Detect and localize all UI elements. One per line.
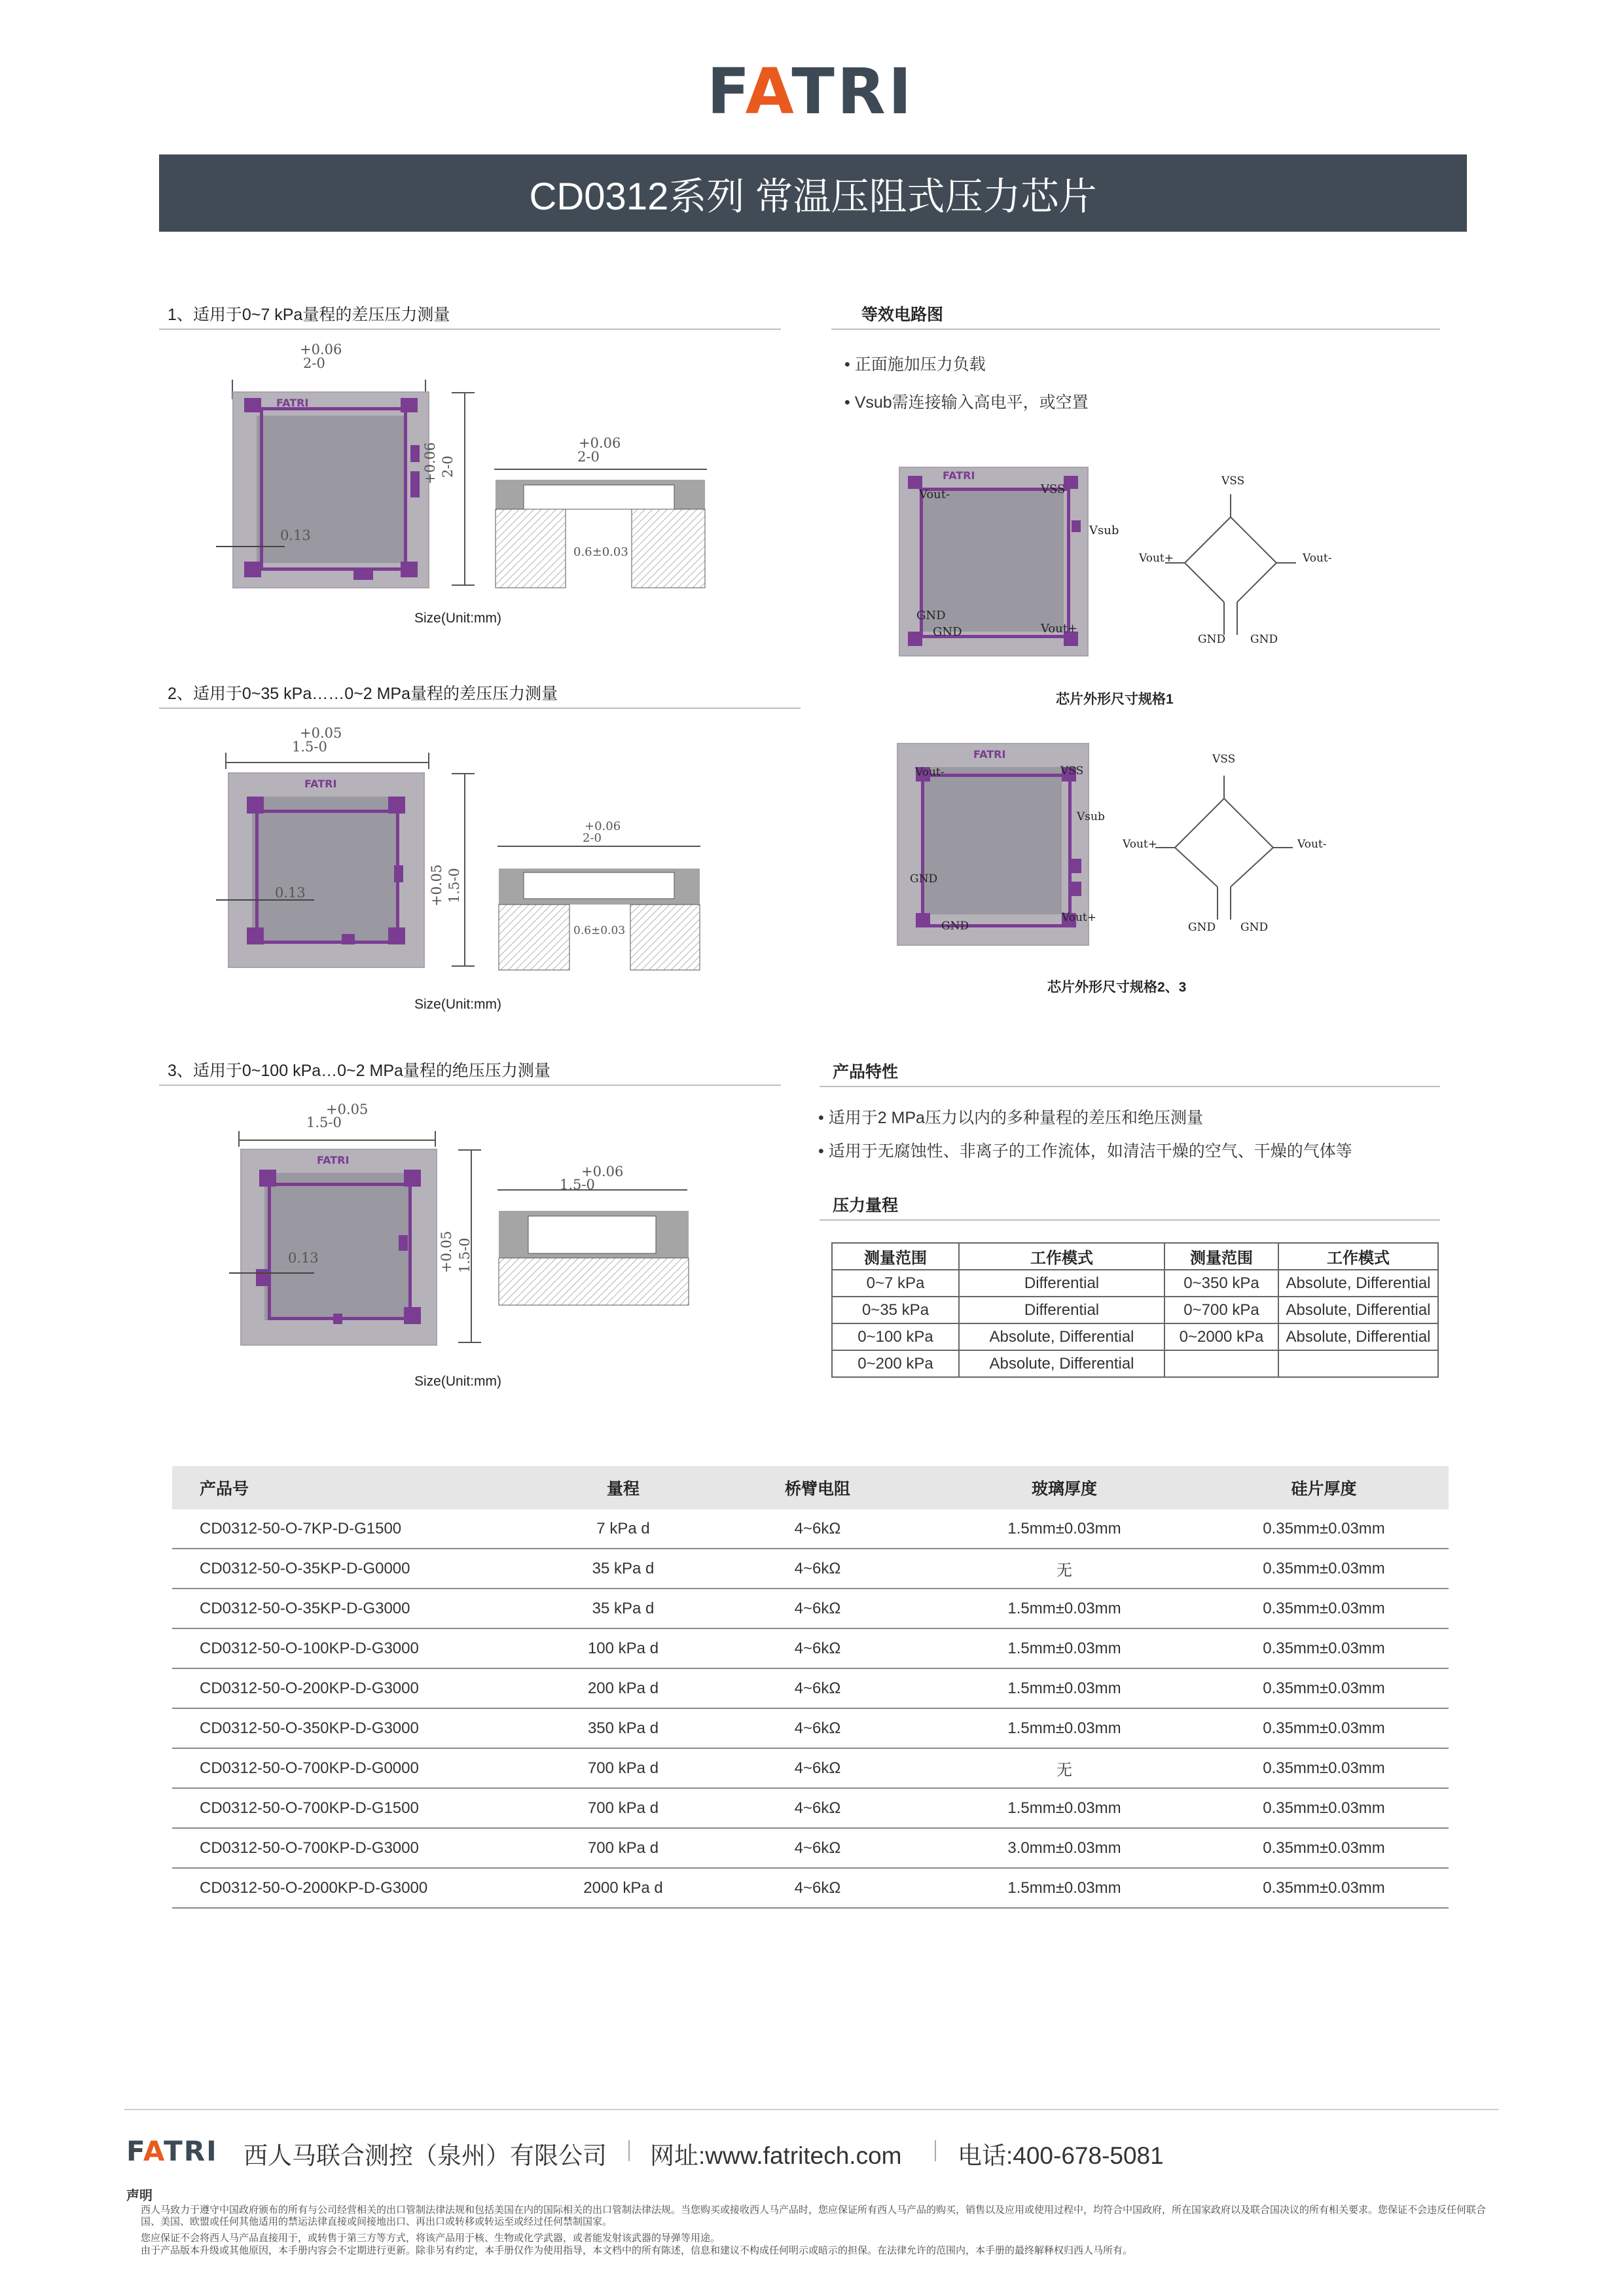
section1-caption: Size(Unit:mm) — [414, 611, 502, 626]
table-row — [172, 1628, 1449, 1668]
bridge1-vout-plus-label: Vout+ — [1139, 552, 1174, 565]
table-row — [172, 1748, 1449, 1788]
chip1-vout-plus-label: Vout+ — [1041, 622, 1078, 636]
pressure-range-title: 压力量程 — [833, 1196, 899, 1215]
section3-lead-arrow — [229, 1266, 321, 1280]
features-title: 产品特性 — [833, 1063, 899, 1081]
range-header: 测量范围 — [832, 1243, 959, 1270]
table-cell: 100 kPa d — [541, 1628, 706, 1668]
circuit-title: 等效电路图 — [861, 306, 944, 324]
col-header-model: 产品号 — [172, 1466, 541, 1509]
table-cell: 4~6kΩ — [706, 1628, 929, 1668]
table-cell: CD0312-50-O-35KP-D-G0000 — [172, 1549, 541, 1589]
table-cell: 0.35mm±0.03mm — [1199, 1748, 1449, 1788]
table-cell: 0.35mm±0.03mm — [1199, 1828, 1449, 1868]
section2-chip — [228, 772, 425, 968]
section2-cs-dim: 2-0 — [583, 831, 602, 845]
section1-top-tol: +0.06 — [300, 342, 342, 357]
section2-cross-section — [488, 835, 710, 979]
table-row — [172, 1788, 1449, 1828]
section2-lead-dim: 0.13 — [275, 885, 306, 901]
footer-divider — [124, 2109, 1499, 2110]
table-cell: 1.5mm±0.03mm — [929, 1868, 1199, 1908]
section1-side-dim: 2-0 — [440, 456, 456, 478]
table-cell: Absolute, Differential — [959, 1350, 1164, 1377]
section3-title: 3、适用于0~100 kPa…0~2 MPa量程的绝压压力测量 — [168, 1062, 550, 1080]
table-row — [172, 1868, 1449, 1908]
table-cell: 4~6kΩ — [706, 1868, 929, 1908]
table-cell: 200 kPa d — [541, 1668, 706, 1708]
table-cell: 0.35mm±0.03mm — [1199, 1549, 1449, 1589]
chip1-vss-label: VSS — [1041, 482, 1066, 496]
table-cell: 3.0mm±0.03mm — [929, 1828, 1199, 1868]
table-cell: 4~6kΩ — [706, 1748, 929, 1788]
features-rule — [820, 1086, 1440, 1087]
table-cell: 4~6kΩ — [706, 1668, 929, 1708]
table-cell: 4~6kΩ — [706, 1509, 929, 1549]
bridge1-vss-label: VSS — [1221, 475, 1245, 488]
section3-top-tol: +0.05 — [326, 1102, 369, 1117]
section1-title: 1、适用于0~7 kPa量程的差压压力测量 — [168, 306, 450, 324]
table-cell: 700 kPa d — [541, 1788, 706, 1828]
section2-lead-arrow — [216, 893, 321, 907]
table-cell: Differential — [959, 1297, 1164, 1323]
table-cell: 1.5mm±0.03mm — [929, 1788, 1199, 1828]
table-cell: 0~350 kPa — [1164, 1270, 1278, 1297]
table-cell: 7 kPa d — [541, 1509, 706, 1549]
table-cell: 1.5mm±0.03mm — [929, 1668, 1199, 1708]
chip2-vss-label: VSS — [1060, 764, 1084, 778]
table-row — [832, 1323, 1438, 1350]
chip1-gnd-label: GND — [916, 609, 946, 622]
chip2-gnd2-label: GND — [941, 920, 969, 933]
section2-title: 2、适用于0~35 kPa……0~2 MPa量程的差压压力测量 — [168, 685, 558, 703]
range-header: 测量范围 — [1164, 1243, 1278, 1270]
section1-lead-arrow — [216, 540, 288, 553]
chip1-gnd2-label: GND — [933, 625, 962, 639]
bridge2-vout-minus-label: Vout- — [1297, 838, 1327, 851]
chip-label: FATRI — [973, 748, 1006, 761]
section3-chip — [240, 1149, 437, 1346]
bridge1-vout-minus-label: Vout- — [1303, 552, 1332, 565]
table-cell: Differential — [959, 1270, 1164, 1297]
section2-hole-dim: 0.6±0.03 — [573, 924, 626, 937]
bridge1-gnd-right-label: GND — [1250, 633, 1278, 646]
section3-side-dim: 1.5-0 — [457, 1238, 473, 1273]
section1-cs-dim: 2-0 — [577, 449, 600, 465]
col-header-glass: 玻璃厚度 — [929, 1466, 1199, 1509]
table-cell: 0.35mm±0.03mm — [1199, 1509, 1449, 1549]
footer-separator — [628, 2140, 630, 2161]
footer-company: 西人马联合测控（泉州）有限公司 — [244, 2142, 607, 2169]
circuit-caption-1: 芯片外形尺寸规格1 — [1056, 692, 1174, 707]
footer-logo: FATRI — [126, 2135, 218, 2167]
table-cell — [1278, 1350, 1438, 1377]
table-cell: 1.5mm±0.03mm — [929, 1628, 1199, 1668]
table-cell: 0~7 kPa — [832, 1270, 959, 1297]
chip2-vsub-label: Vsub — [1077, 810, 1105, 823]
circuit-bullet-1: • 正面施加压力负载 — [844, 351, 986, 375]
section3-cs-dim: 1.5-0 — [560, 1177, 595, 1193]
table-cell: 700 kPa d — [541, 1828, 706, 1868]
page-title: CD0312系列 常温压阻式压力芯片 — [159, 154, 1467, 232]
table-cell — [1164, 1350, 1278, 1377]
circuit-bullet-2: • Vsub需连接输入高电平，或空置 — [844, 389, 1089, 413]
table-cell: 35 kPa d — [541, 1589, 706, 1628]
notice-line-2: 您应保证不会将西人马产品直接用于，或转售于第三方等方式，将该产品用于核、生物或化学武器，或者能发射该武器的导弹等用途。 — [141, 2233, 721, 2244]
table-cell: CD0312-50-O-100KP-D-G3000 — [172, 1628, 541, 1668]
chip-label: FATRI — [276, 397, 309, 409]
table-cell: CD0312-50-O-700KP-D-G1500 — [172, 1788, 541, 1828]
col-header-range: 量程 — [541, 1466, 706, 1509]
section2-caption: Size(Unit:mm) — [414, 997, 502, 1012]
feature-bullet-1: • 适用于2 MPa压力以内的多种量程的差压和绝压测量 — [818, 1105, 1203, 1128]
table-cell: 700 kPa d — [541, 1748, 706, 1788]
bridge2-gnd-left-label: GND — [1188, 921, 1216, 934]
bridge2-gnd-right-label: GND — [1240, 921, 1269, 934]
table-row — [832, 1270, 1438, 1297]
mode-header: 工作模式 — [1278, 1243, 1438, 1270]
table-cell: Absolute, Differential — [1278, 1297, 1438, 1323]
table-cell: CD0312-50-O-200KP-D-G3000 — [172, 1668, 541, 1708]
table-cell: CD0312-50-O-350KP-D-G3000 — [172, 1708, 541, 1748]
col-header-silicon: 硅片厚度 — [1199, 1466, 1449, 1509]
notice-title: 声明 — [126, 2189, 153, 2203]
mode-header: 工作模式 — [959, 1243, 1164, 1270]
table-cell: 0.35mm±0.03mm — [1199, 1788, 1449, 1828]
footer-website[interactable]: 网址:www.fatritech.com — [650, 2142, 902, 2169]
table-cell: 无 — [929, 1748, 1199, 1788]
section3-cs-tol: +0.06 — [581, 1164, 624, 1179]
table-cell: 0~2000 kPa — [1164, 1323, 1278, 1350]
chip-label: FATRI — [304, 778, 337, 790]
table-row — [832, 1350, 1438, 1377]
col-header-resistance: 桥臂电阻 — [706, 1466, 929, 1509]
table-row — [832, 1297, 1438, 1323]
table-cell: 2000 kPa d — [541, 1868, 706, 1908]
notice-line-3: 由于产品版本升级或其他原因，本手册内容会不定期进行更新。除非另有约定，本手册仅作为使用指导，本文档中的所有陈述，信息和建议不构成任何明示或暗示的担保。在法律允许的范围内，本手册的最终解释权归西人马所有。 — [141, 2245, 1133, 2256]
section2-side-tol: +0.05 — [429, 864, 444, 907]
table-cell: 1.5mm±0.03mm — [929, 1589, 1199, 1628]
footer-phone: 电话:400-678-5081 — [958, 2142, 1164, 2169]
chip2-gnd-label: GND — [910, 872, 938, 886]
section3-cross-section — [488, 1178, 704, 1309]
chip1-vsub-label: Vsub — [1089, 524, 1119, 537]
table-cell: 0~200 kPa — [832, 1350, 959, 1377]
section3-side-tol: +0.05 — [439, 1230, 454, 1273]
section2-top-dim: 1.5-0 — [292, 739, 327, 755]
section1-rule — [159, 329, 781, 330]
feature-bullet-2: • 适用于无腐蚀性、非离子的工作流体，如清洁干燥的空气、干燥的气体等 — [818, 1138, 1352, 1162]
bridge2-vout-plus-label: Vout+ — [1123, 838, 1157, 851]
section3-rule — [159, 1085, 781, 1086]
table-cell: 1.5mm±0.03mm — [929, 1509, 1199, 1549]
section1-side-tol: +0.06 — [422, 442, 438, 484]
section1-cross-section — [484, 455, 733, 599]
chip2-vout-label: Vout- — [915, 766, 945, 779]
table-cell: 0.35mm±0.03mm — [1199, 1589, 1449, 1628]
section2-rule — [159, 708, 801, 709]
table-cell: 4~6kΩ — [706, 1788, 929, 1828]
table-cell: CD0312-50-O-700KP-D-G3000 — [172, 1828, 541, 1868]
product-table — [172, 1466, 1449, 1909]
table-cell: 0.35mm±0.03mm — [1199, 1708, 1449, 1748]
table-cell: 350 kPa d — [541, 1708, 706, 1748]
table-cell: Absolute, Differential — [1278, 1323, 1438, 1350]
table-cell: 4~6kΩ — [706, 1589, 929, 1628]
circuit-caption-2: 芯片外形尺寸规格2、3 — [1047, 980, 1187, 995]
table-cell: CD0312-50-O-7KP-D-G1500 — [172, 1509, 541, 1549]
fatri-logo: FATRI — [707, 55, 914, 128]
table-cell: 4~6kΩ — [706, 1828, 929, 1868]
table-row — [172, 1708, 1449, 1748]
bridge1-gnd-left-label: GND — [1198, 633, 1226, 646]
bridge2-vss-label: VSS — [1212, 753, 1236, 766]
table-cell: CD0312-50-O-2000KP-D-G3000 — [172, 1868, 541, 1908]
section1-lead-dim: 0.13 — [280, 528, 311, 543]
chip2-vout-plus-label: Vout+ — [1062, 911, 1096, 924]
table-cell: 0.35mm±0.03mm — [1199, 1628, 1449, 1668]
table-row — [172, 1549, 1449, 1589]
table-row — [172, 1589, 1449, 1628]
table-cell: 4~6kΩ — [706, 1708, 929, 1748]
section1-cs-tol: +0.06 — [579, 435, 621, 451]
table-cell: CD0312-50-O-700KP-D-G0000 — [172, 1748, 541, 1788]
table-cell: 0~35 kPa — [832, 1297, 959, 1323]
table-cell: 35 kPa d — [541, 1549, 706, 1589]
table-row — [172, 1668, 1449, 1708]
table-cell: 0~100 kPa — [832, 1323, 959, 1350]
chip-label: FATRI — [943, 469, 975, 482]
pressure-range-rule — [820, 1219, 1440, 1221]
chip1-vout-minus-label: Vout- — [919, 488, 950, 501]
section1-dim-lines — [223, 340, 484, 399]
table-cell: 1.5mm±0.03mm — [929, 1708, 1199, 1748]
table-cell: CD0312-50-O-35KP-D-G3000 — [172, 1589, 541, 1628]
table-cell: Absolute, Differential — [1278, 1270, 1438, 1297]
section2-top-tol: +0.05 — [300, 725, 342, 741]
footer-separator — [935, 2140, 936, 2161]
section3-caption: Size(Unit:mm) — [414, 1374, 502, 1389]
section1-top-dim: 2-0 — [303, 355, 325, 371]
table-cell: 0.35mm±0.03mm — [1199, 1668, 1449, 1708]
section3-lead-dim: 0.13 — [288, 1250, 319, 1266]
chip-label: FATRI — [317, 1154, 350, 1166]
table-row — [172, 1828, 1449, 1868]
section2-side-dim: 1.5-0 — [446, 868, 462, 903]
section1-chip — [232, 391, 429, 588]
table-cell: 无 — [929, 1549, 1199, 1589]
table-cell: Absolute, Differential — [959, 1323, 1164, 1350]
table-cell: 0.35mm±0.03mm — [1199, 1868, 1449, 1908]
circuit-rule — [831, 329, 1440, 330]
notice-line-1: 西人马致力于遵守中国政府颁布的所有与公司经营相关的出口管制法律法规和包括美国在内的国际相关的出口管制法律法规。当您购买或接收西人马产品时，您应保证所有西人马产品的购买，销售以及应用或使用过程中，均符合中国政府，所在国家政府以及联合国决议的所有相关要求。您保证不会违反任何联合国、美国、欧盟或任何其他适用的禁运法律直接或间接地出口、再出口或转移或转运至或经过任何禁制国家。 — [141, 2204, 1487, 2227]
table-cell: 4~6kΩ — [706, 1549, 929, 1589]
table-cell: 0~700 kPa — [1164, 1297, 1278, 1323]
section3-top-dim: 1.5-0 — [306, 1115, 342, 1130]
pressure-range-table — [831, 1242, 1439, 1378]
section2-cs-tol: +0.06 — [585, 819, 621, 833]
section1-hole-dim: 0.6±0.03 — [573, 545, 628, 559]
table-row — [172, 1509, 1449, 1549]
